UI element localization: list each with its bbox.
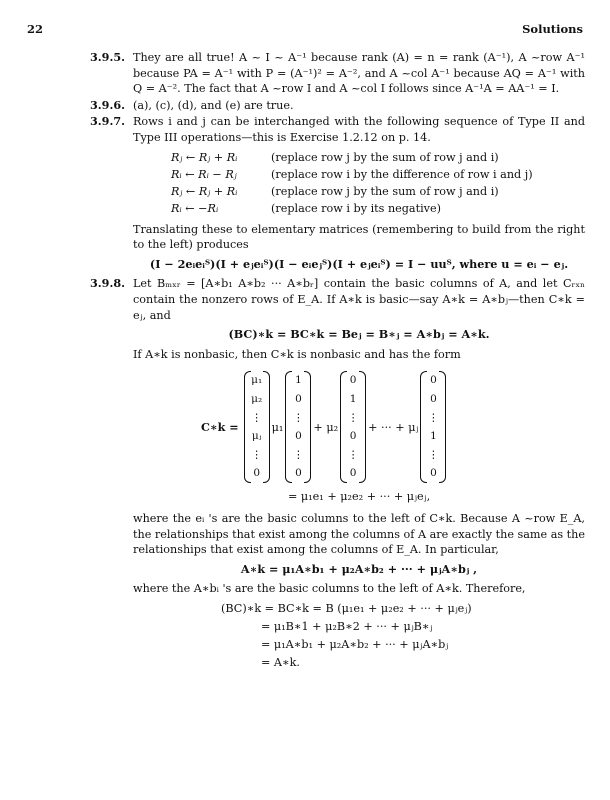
- row-operation: [171, 150, 585, 167]
- page-number: 22: [27, 22, 44, 36]
- vector-entry: 1: [295, 374, 302, 387]
- chain-line: = μ₁B∗1 + μ₂B∗2 + ··· + μⱼB∗ⱼ: [261, 619, 433, 633]
- vector-entry: ⋮: [347, 411, 359, 424]
- where-text: where the eᵢ 's are the basic columns to the left of C∗k. Because A ~row E_A, the relationships that exist among the columns of A are exactly the same as the relationships that exist among the columns of E_A. In particular,: [133, 511, 585, 557]
- operation-note: (replace row i by its negative): [271, 202, 441, 216]
- vector-entry: 0: [349, 467, 357, 480]
- vector-entry: ⋮: [347, 448, 359, 461]
- problem-text: Rows i and j can be interchanged with the following sequence of Type II and Type III operations—this is Exercise 1.2.12 on p. 14.: [133, 115, 585, 144]
- vector-entry: 0: [349, 430, 357, 443]
- vector-entry: ⋮: [251, 411, 262, 424]
- solutions-content: [90, 50, 585, 674]
- operation-note: (replace row j by the sum of row j and i): [271, 151, 499, 165]
- vector-ej: [424, 371, 442, 483]
- vector-entry: 0: [253, 467, 260, 480]
- vector-entry: 0: [295, 392, 302, 405]
- translate-text: Translating these to elementary matrices (remembering to build from the right to the left) produces: [133, 222, 585, 252]
- problem-text: Let Bₘₓᵣ = [A∗b₁ A∗b₂ ··· A∗bᵣ] contain the basic columns of A, and let Cᵣₓₙ contain the nonzero rows of E_A. If A∗k is basic—say A∗k = A∗bⱼ—then C∗k = eⱼ, and: [133, 277, 585, 322]
- vector-entry: ⋮: [428, 411, 439, 424]
- vector-e2: [344, 371, 362, 483]
- problem-3-9-8: [90, 276, 585, 673]
- operation: Rⱼ ← Rⱼ + Rᵢ: [171, 185, 238, 199]
- where-text: where the A∗bᵢ 's are the basic columns to the left of A∗k. Therefore,: [133, 582, 526, 596]
- vector-entry: μ₂: [251, 392, 263, 405]
- page-header: [27, 22, 583, 36]
- chain-line: = μ₁A∗b₁ + μ₂A∗b₂ + ··· + μⱼA∗bⱼ: [261, 637, 449, 651]
- display-equation: A∗k = μ₁A∗b₁ + μ₂A∗b₂ + ··· + μⱼA∗bⱼ ,: [240, 561, 478, 576]
- problem-label: 3.9.6.: [90, 97, 126, 112]
- problem-label: 3.9.7.: [90, 114, 126, 129]
- vector-entry: 0: [295, 467, 302, 480]
- problem-label: 3.9.8.: [90, 276, 126, 291]
- problem-label: 3.9.5.: [90, 50, 126, 64]
- vector-entry: 1: [349, 392, 357, 405]
- vector-entry: 1: [430, 430, 437, 443]
- chain-line: (BC)∗k = BC∗k = B (μ₁e₁ + μ₂e₂ + ··· + μⱼeⱼ): [221, 601, 472, 615]
- nonbasic-text: If A∗k is nonbasic, then C∗k is nonbasic and has the form: [133, 347, 461, 361]
- problem-text: (a), (c), (d), and (e) are true.: [133, 98, 294, 112]
- problem-3-9-7: [90, 114, 585, 272]
- coefficient: μ₁: [271, 420, 284, 434]
- row-operations: [171, 150, 585, 218]
- operation-note: (replace row j by the sum of row j and i): [271, 185, 499, 199]
- section-title: Solutions: [522, 22, 583, 36]
- row-operation: [171, 184, 585, 201]
- display-equation: (BC)∗k = BC∗k = Beⱼ = B∗ⱼ = A∗bⱼ = A∗k.: [228, 327, 490, 342]
- elementary-equation: (I − 2eᵢeᵢᵀ)(I + eⱼeᵢᵀ)(I − eᵢeⱼᵀ)(I + eⱼeᵢᵀ) = I − uuᵀ, where u = eᵢ − eⱼ.: [149, 256, 569, 271]
- chain-line: = A∗k.: [261, 655, 300, 669]
- operation: Rⱼ ← Rⱼ + Rᵢ: [171, 151, 238, 165]
- sum-line: = μ₁e₁ + μ₂e₂ + ··· + μⱼeⱼ,: [288, 490, 431, 504]
- coefficient: + ··· + μⱼ: [368, 420, 419, 434]
- vector-entry: μ₁: [251, 374, 263, 387]
- problem-3-9-5: [90, 50, 585, 97]
- vector-entry: ⋮: [428, 448, 439, 461]
- vector-entry: 0: [430, 374, 437, 387]
- row-operation: [171, 201, 585, 218]
- vector-entry: 0: [430, 467, 437, 480]
- vector-entry: ⋮: [293, 411, 304, 424]
- vector-entry: 0: [349, 374, 357, 387]
- vector-lhs: C∗k =: [201, 419, 239, 434]
- vector-entry: ⋮: [251, 448, 262, 461]
- vector-entry: μⱼ: [251, 430, 262, 443]
- operation: Rᵢ ← −Rᵢ: [171, 202, 219, 216]
- problem-text: They are all true! A ~ I ~ A⁻¹ because rank (A) = n = rank (A⁻¹), A ~row A⁻¹ because PA = A⁻¹ with P = (A⁻¹)² = A⁻², and A ~col A⁻¹ because AQ = A⁻¹ with Q = A⁻². The fact that A ~row I and A ~col I follows since A⁻¹A = AA⁻¹ = I.: [133, 51, 585, 96]
- vector-e1: [289, 371, 307, 483]
- vector-c: [248, 371, 266, 483]
- vector-entry: 0: [430, 392, 437, 405]
- vector-entry: 0: [295, 430, 302, 443]
- operation-note: (replace row i by the difference of row i and j): [271, 168, 533, 182]
- equation-chain: [221, 601, 585, 673]
- vector-entry: ⋮: [293, 448, 304, 461]
- vector-equation: [201, 367, 585, 487]
- row-operation: [171, 167, 585, 184]
- operation: Rᵢ ← Rᵢ − Rⱼ: [171, 168, 237, 182]
- problem-3-9-6: [90, 98, 585, 114]
- coefficient: + μ₂: [313, 420, 339, 434]
